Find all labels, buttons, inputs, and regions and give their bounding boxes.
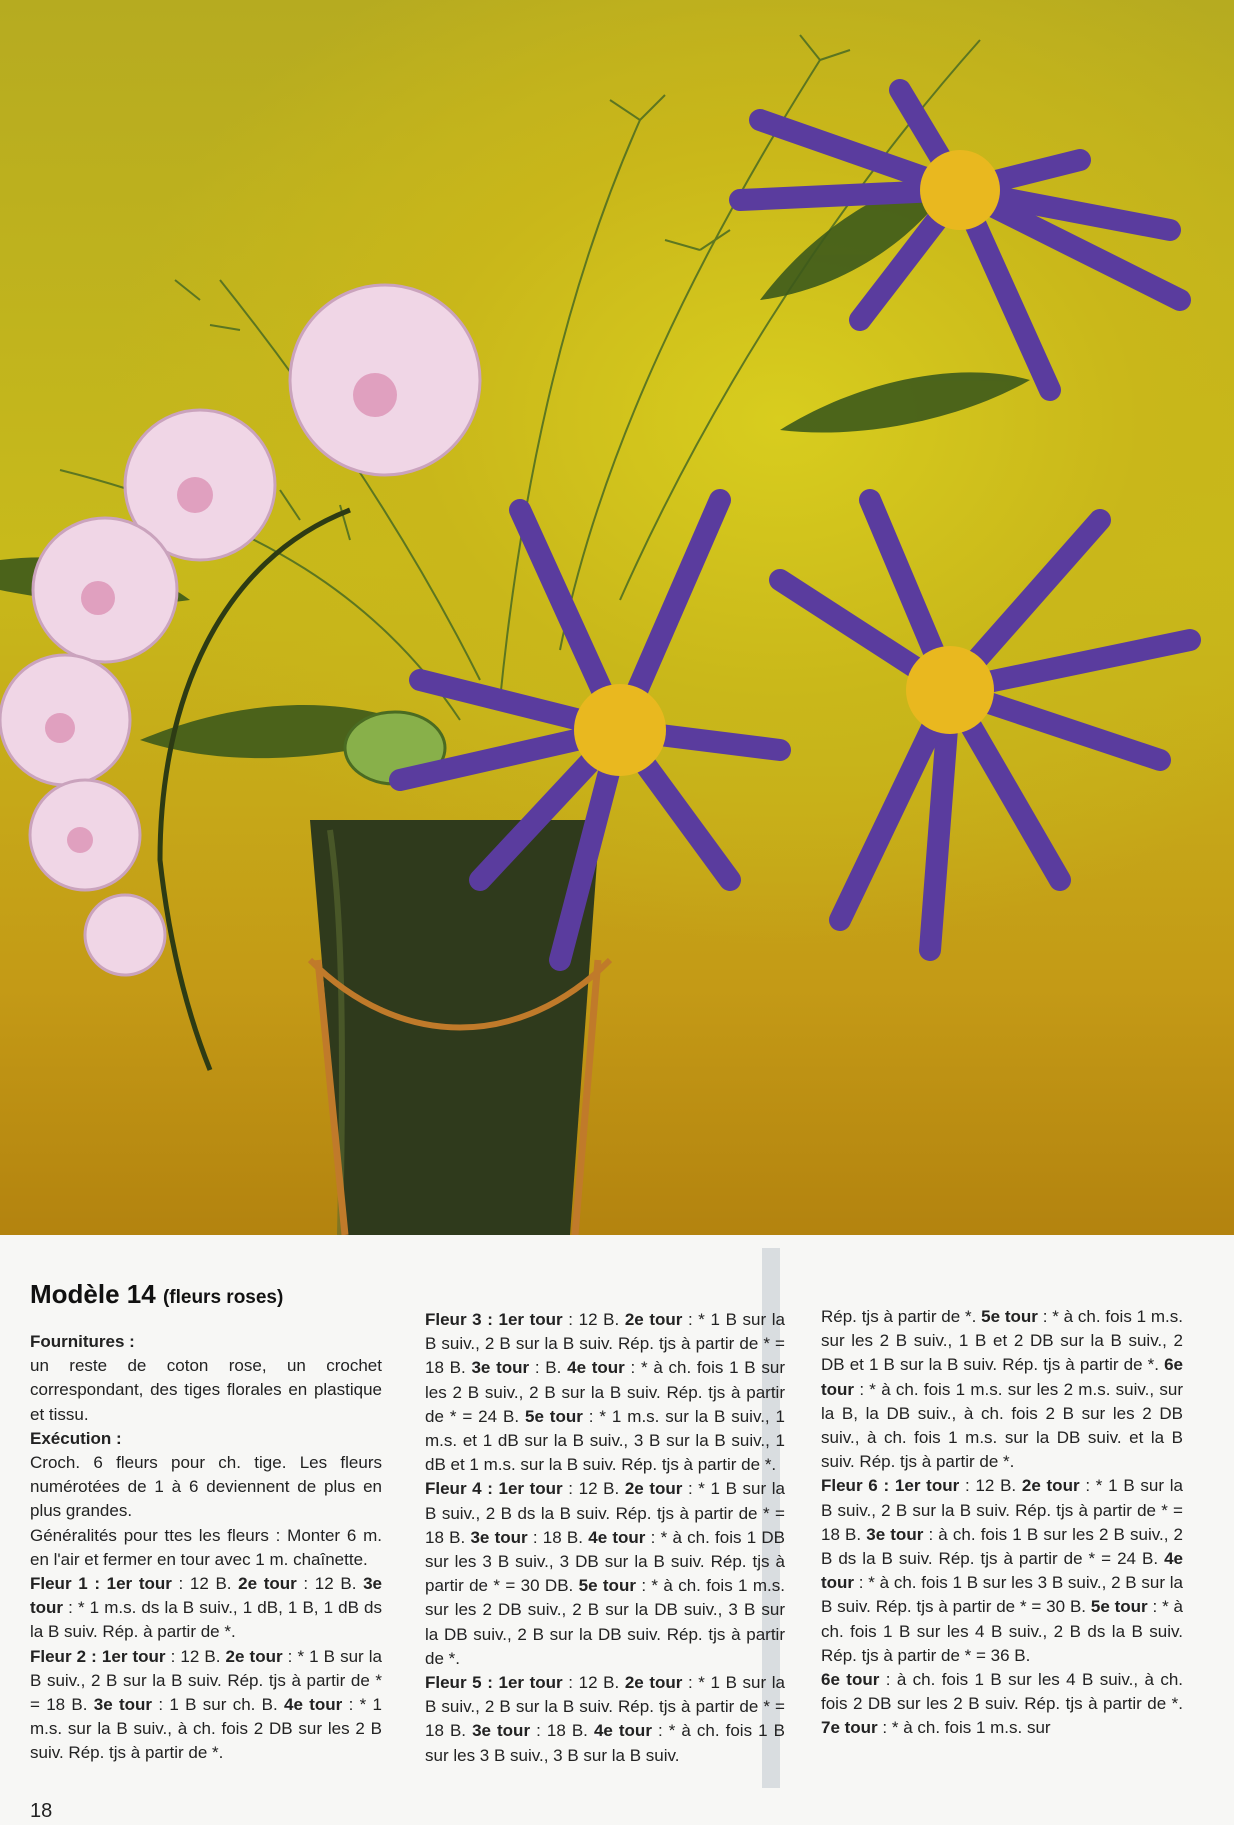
violet-flower-middle-center [574, 684, 666, 776]
fleur2-tour4: 4e tour [284, 1695, 343, 1715]
fleur1-tour1: 1er tour [106, 1574, 172, 1594]
page-number: 18 [30, 1800, 53, 1822]
fleur1-label: Fleur 1 : [30, 1574, 100, 1594]
fleur3-label: Fleur 3 : [425, 1310, 493, 1329]
execution-label: Exécution : [30, 1428, 122, 1448]
fleur6-d: : * à ch. fois 1 B sur les 3 B suiv., 2 B sur la B suiv. Rép. tjs à partir de * = 30 B. [821, 1573, 1183, 1617]
fleur6-tour3: 3e tour [866, 1524, 924, 1544]
fleur2-b: : * 1 B sur la B suiv., 2 B sur la B suiv. Rép. tjs à partir de * = 18 B. [30, 1646, 382, 1715]
fleur4-b: : * 1 B sur la B suiv., 2 B ds la B suiv. Rép. tjs à partir de * = 18 B. [425, 1479, 785, 1547]
fleur5-continued [821, 1305, 1183, 1474]
fleur6-continued [821, 1668, 1183, 1741]
fleur6-a: : 12 B. [959, 1476, 1022, 1496]
fleur6-label: Fleur 6 : [821, 1476, 890, 1496]
fleur5-c: : 18 B. [530, 1721, 594, 1741]
fleur5-tour3: 3e tour [472, 1721, 531, 1741]
fleur3-tour4: 4e tour [567, 1358, 625, 1378]
fleur6-b: : * 1 B sur la B suiv., 2 B sur la B suiv. Rép. tjs à partir de * = 18 B. [821, 1476, 1183, 1544]
column-2 [425, 1308, 785, 1768]
fleur1-tour2: 2e tour [238, 1574, 297, 1594]
violet-flower-top [740, 90, 1180, 390]
fleur6-f: : à ch. fois 1 B sur les 4 B suiv., à ch. fois 2 DB sur les 2 B suiv. Rép. tjs à partir de *. [821, 1670, 1183, 1714]
fleur6-tour5: 5e tour [1090, 1597, 1148, 1617]
fleur3-d: : * à ch. fois 1 B sur les 2 B suiv., 2 B sur la B suiv. Rép. tjs à partir de * = 24 B. [425, 1358, 785, 1426]
fleur2-paragraph [30, 1645, 382, 1766]
fleur5-d: : * à ch. fois 1 B sur les 3 B suiv., 3 B sur la B suiv. [425, 1721, 785, 1765]
title-subtitle: (fleurs roses) [162, 1287, 284, 1308]
fleur3-paragraph [425, 1308, 785, 1477]
violet-flower-right-center [906, 646, 994, 734]
fleur5-paragraph [425, 1671, 785, 1768]
fleur1-a: : 12 B. [171, 1574, 239, 1594]
fleur1-paragraph [30, 1572, 382, 1645]
fleur4-tour2: 2e tour [624, 1479, 683, 1499]
page-title [30, 1279, 283, 1310]
fleur2-c: : 1 B sur ch. B. [152, 1695, 285, 1715]
fleur2-d: : * 1 m.s. sur la B suiv., à ch. fois 2 DB sur les 2 B suiv. Rép. tjs à partir de *. [30, 1695, 382, 1763]
fleur6-tour7: 7e tour [821, 1718, 878, 1738]
fleur1-b: : 12 B. [296, 1574, 364, 1594]
fleur4-a: : 12 B. [562, 1479, 625, 1499]
fleur6-e: : * à ch. fois 1 B sur les 4 B suiv., 2 B ds la B suiv. Rép. tjs à partir de * = 36 B. [821, 1597, 1184, 1665]
fleur6-paragraph [821, 1474, 1183, 1668]
fleur6-g: : * à ch. fois 1 m.s. sur [877, 1718, 1051, 1738]
fleur6-tour1: 1er tour [894, 1476, 960, 1496]
fleur4-tour3: 3e tour [470, 1527, 528, 1547]
fleur3-tour3: 3e tour [471, 1358, 530, 1378]
title-text: Modèle 14 [30, 1279, 156, 1309]
general-text: Généralités pour ttes les fleurs : Monter 6 m. en l'air et fermer en tour avec 1 m. chaînette. [30, 1525, 382, 1569]
fournitures-label: Fournitures : [30, 1332, 135, 1351]
fleur4-paragraph [425, 1477, 785, 1671]
fleur5-tour1: 1er tour [498, 1673, 563, 1693]
violet-flower-right [780, 500, 1190, 950]
fleur3-tour2: 2e tour [624, 1310, 683, 1329]
vase [310, 820, 610, 1235]
fleur5-tour4: 4e tour [593, 1721, 652, 1741]
fleur2-a: : 12 B. [165, 1646, 226, 1666]
fleur4-tour1: 1er tour [498, 1479, 563, 1499]
fleur3-a: : 12 B. [562, 1310, 625, 1329]
col3-c: : * à ch. fois 1 m.s. sur les 2 m.s. suiv., sur la B, la DB suiv., à ch. fois 2 B sur les 2 DB suiv., à ch. fois 1 m.s. sur la DB suiv. et la B suiv. Rép. tjs à partir de *. [821, 1379, 1183, 1472]
fleur5-b: : * 1 B sur la B suiv., 2 B sur la B suiv. Rép. tjs à partir de * = 18 B. [425, 1673, 785, 1741]
fleur5-label: Fleur 5 : [425, 1673, 493, 1693]
column-3 [821, 1305, 1183, 1741]
fleur2-tour3: 3e tour [93, 1695, 153, 1715]
fleur4-e: : * à ch. fois 1 m.s. sur les 2 DB suiv., 2 B sur la DB suiv., 3 B sur la DB suiv., 2 B sur la DB suiv. Rép. tjs à partir de *. [425, 1576, 785, 1668]
col3-a: Rép. tjs à partir de *. [821, 1307, 982, 1326]
fleur1-c: : * 1 m.s. ds la B suiv., 1 dB, 1 B, 1 dB ds la B suiv. Rép. à partir de *. [30, 1598, 382, 1642]
violet-flower-top-center [920, 150, 1000, 230]
fleur5-tour2: 2e tour [624, 1673, 683, 1693]
fleur4-tour4: 4e tour [588, 1527, 646, 1547]
fleur2-tour2: 2e tour [225, 1646, 283, 1666]
column-1 [30, 1330, 382, 1766]
fleur4-d: : * à ch. fois 1 DB sur les 3 B suiv., 3 DB sur la B suiv. Rép. tjs à partir de * = 30 DB. [425, 1527, 786, 1596]
fleur2-tour1: 1er tour [101, 1646, 166, 1666]
fleur3-e: : * 1 m.s. sur la B suiv., 1 m.s. et 1 dB sur la B suiv., 3 B sur la B suiv., 1 dB et 1 m.s. sur la B suiv. Rép. tjs à partir de *. [425, 1406, 786, 1475]
col3-b: : * à ch. fois 1 m.s. sur les 2 B suiv., 1 B et 2 DB sur la B suiv., 2 DB et 1 B sur la B suiv. Rép. tjs à partir de *. [821, 1307, 1183, 1375]
fleur4-tour5: 5e tour [578, 1576, 636, 1596]
fleur5-a: : 12 B. [562, 1673, 625, 1693]
fleur6-tour4: 4e tour [821, 1549, 1183, 1593]
fleur2-label: Fleur 2 : [30, 1646, 97, 1666]
fleur3-b: : * 1 B sur la B suiv., 2 B sur la B suiv. Rép. tjs à partir de * = 18 B. [425, 1310, 785, 1378]
execution-text: Croch. 6 fleurs pour ch. tige. Les fleurs numérotées de 1 à 6 deviennent de plus en plus grandes. [30, 1453, 382, 1521]
fleur1-tour3: 3e tour [30, 1574, 382, 1618]
fournitures-text: un reste de coton rose, un crochet correspondant, des tiges florales en plastique et tissu. [30, 1356, 382, 1424]
col3-tour5: 5e tour [981, 1307, 1038, 1326]
fleur4-label: Fleur 4 : [425, 1479, 493, 1499]
fleur6-tour6: 6e tour [821, 1670, 880, 1690]
fleur3-tour5: 5e tour [524, 1406, 583, 1426]
fleur3-c: : B. [529, 1358, 568, 1378]
fleur6-c: : à ch. fois 1 B sur les 2 B suiv., 2 B ds la B suiv. Rép. tjs à partir de * = 24 B. [821, 1524, 1183, 1569]
fleur4-c: : 18 B. [527, 1527, 589, 1547]
fleur3-tour1: 1er tour [498, 1310, 563, 1329]
col3-tour6: 6e tour [821, 1355, 1183, 1399]
fleur6-tour2: 2e tour [1021, 1476, 1080, 1496]
